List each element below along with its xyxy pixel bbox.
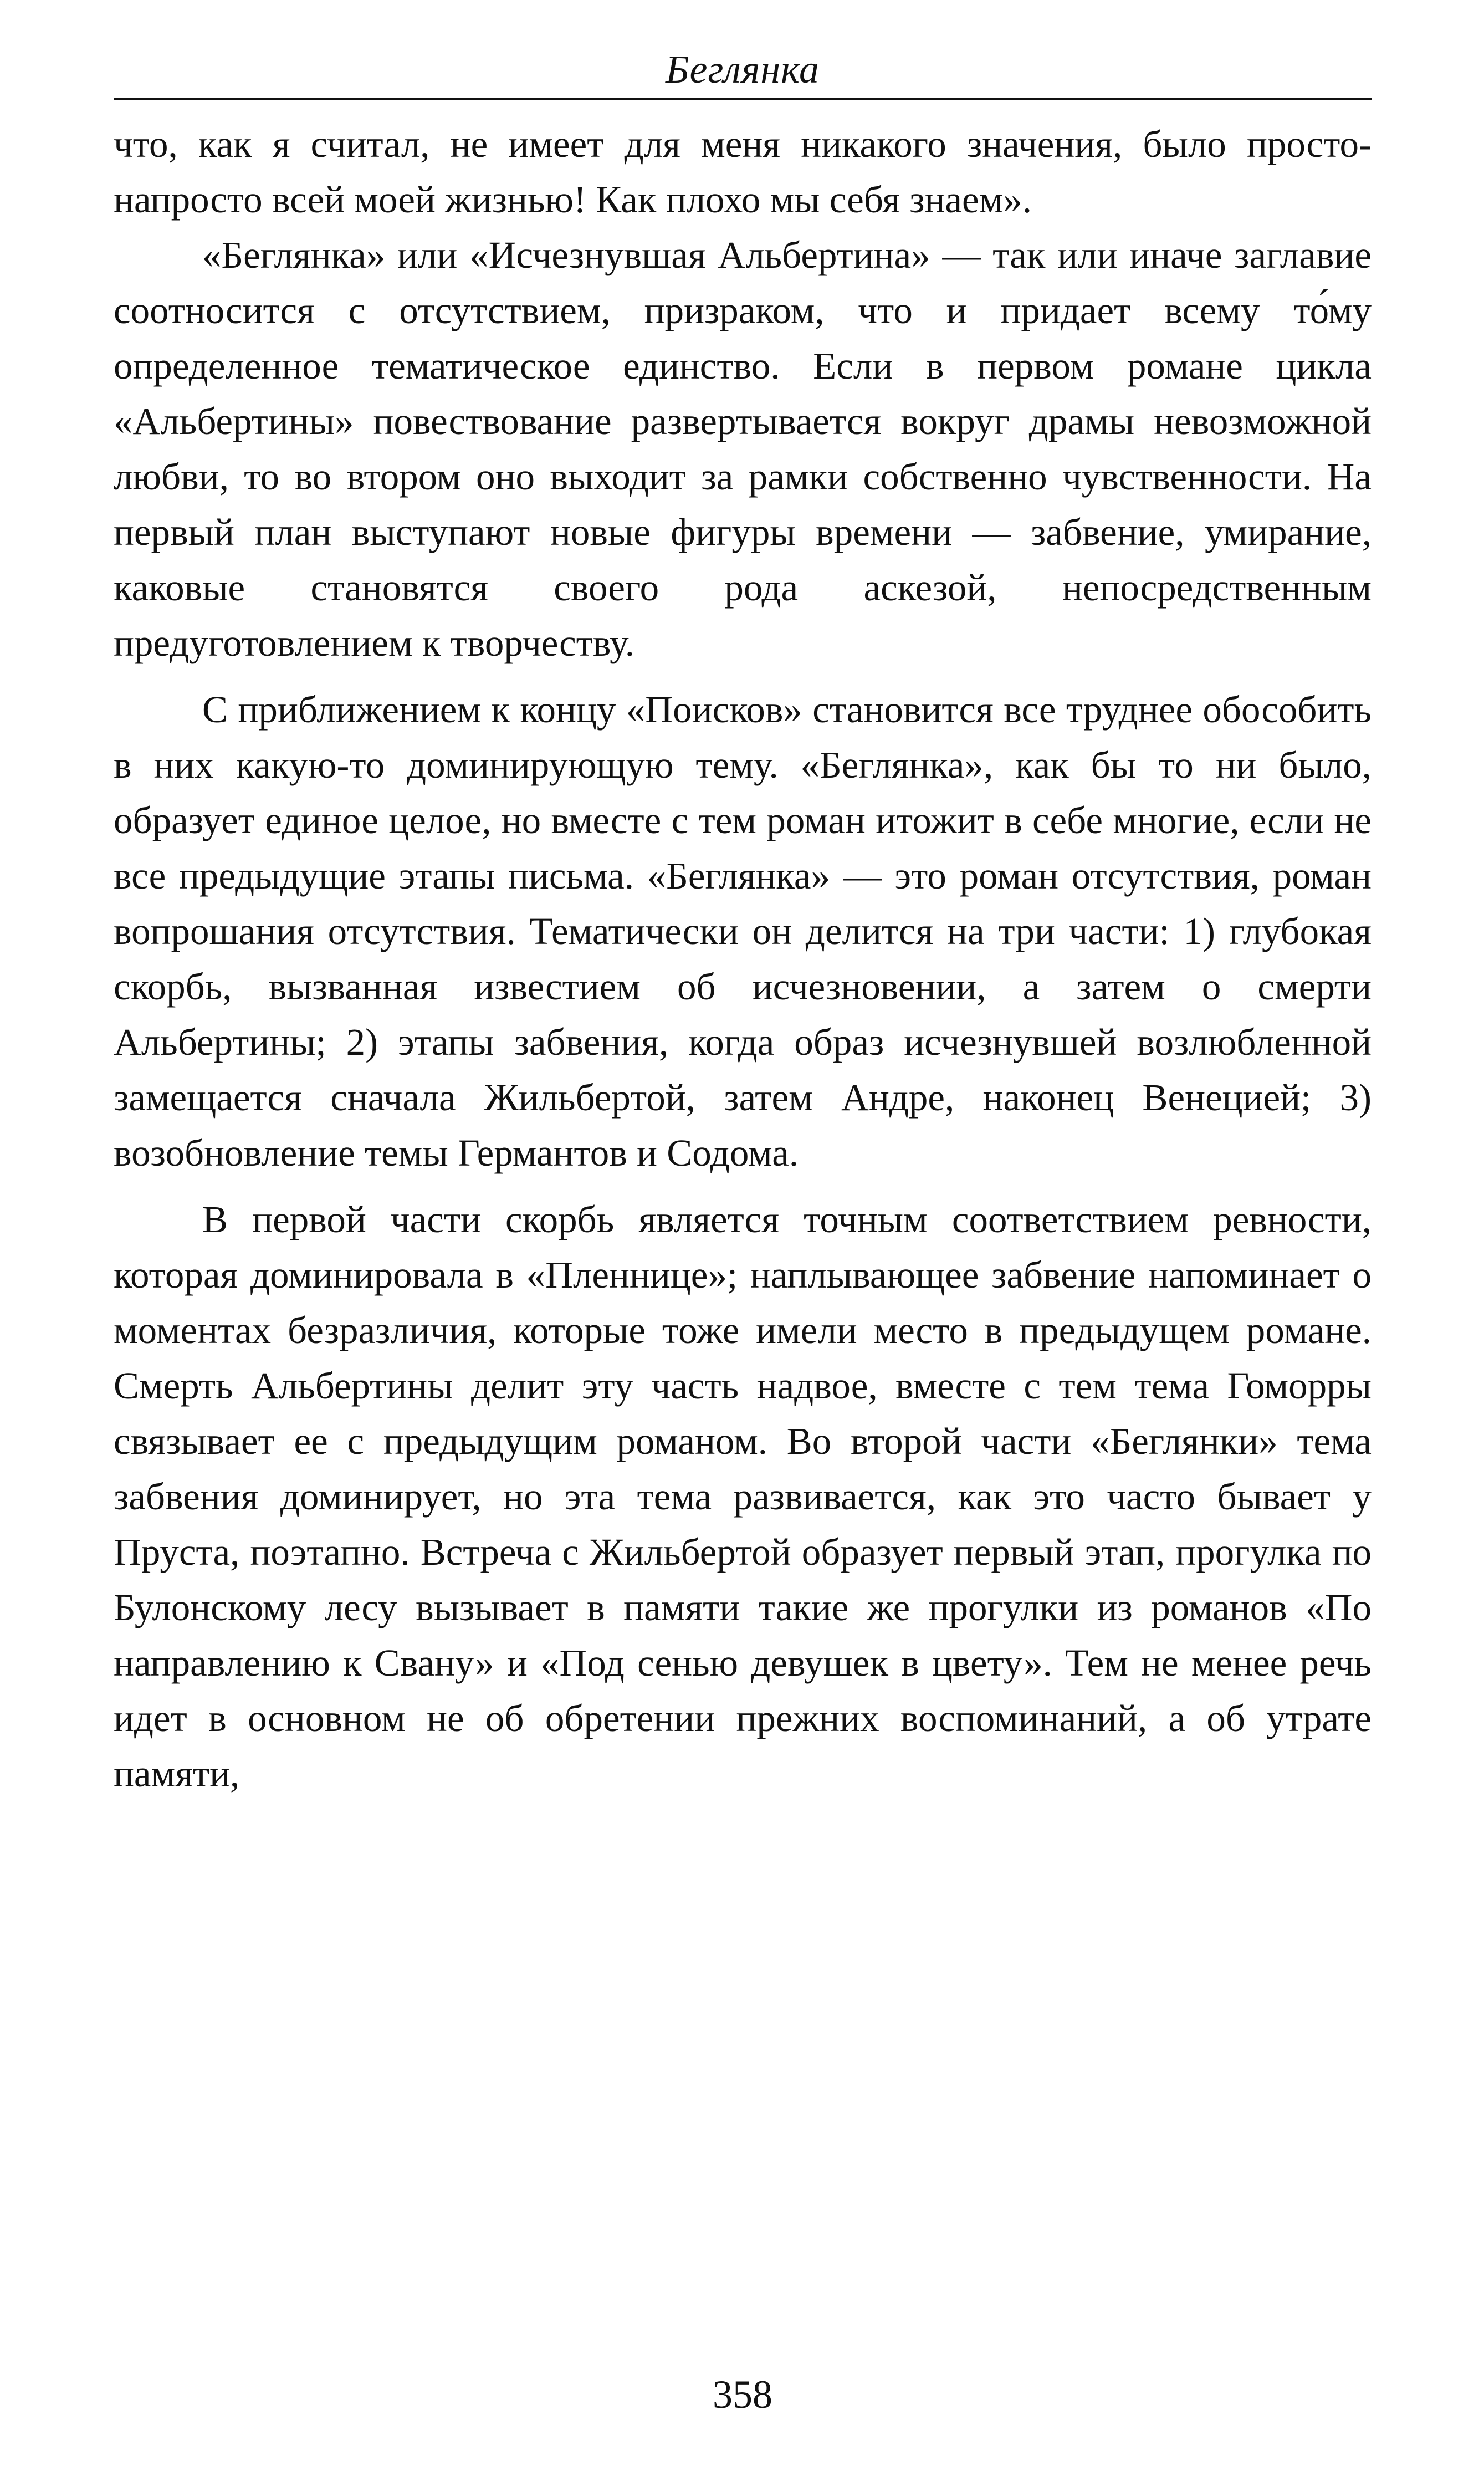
book-page <box>114 33 1372 2450</box>
paragraph-3: С приближением к концу «Поисков» становится все труднее обособить в них какую-то доминирующую тему. «Беглянка», как бы то ни было, образует единое целое, но вместе с тем роман итожит в себе многие, если не все предыдущие этапы письма. «Беглянка» — это роман отсутствия, роман вопрошания отсутствия. Тематически он делится на три части: 1) глубокая скорбь, вызванная известием об исчезновении, а затем о смерти Альбертины; 2) этапы забвения, когда образ исчезнувшей возлюбленной замещается сначала Жильбертой, затем Андре, наконец Венецией; 3) возобновление темы Германтов и Содома. <box>114 688 1372 1174</box>
text-body <box>114 116 1372 1801</box>
paragraph-4: В первой части скорбь является точным соответствием ревности, которая доминировала в «Пленнице»; наплывающее забвение напоминает о моментах безразличия, которые тоже имели место в предыдущем романе. Смерть Альбертины делит эту часть надвое, вместе с тем тема Гоморры связывает ее с предыдущим романом. Во второй части «Беглянки» тема забвения доминирует, но эта тема развивается, как это часто бывает у Пруста, поэтапно. Встреча с Жильбертой образует первый этап, прогулка по Булонскому лесу вызывает в памяти такие же прогулки из романов «По направлению к Свану» и «Под сенью девушек в цвету». Тем не менее речь идет в основном не об обретении прежних воспоминаний, а об утрате памяти, <box>114 1198 1372 1795</box>
paragraph-2: «Беглянка» или «Исчезнувшая Альбертина» — так или иначе заглавие соотносится с отсутствием, призраком, что и придает всему то́му определенное тематическое единство. Если в первом романе цикла «Альбертины» повествование развертывается вокруг драмы невозможной любви, то во втором оно выходит за рамки собственно чувственности. На первый план выступают новые фигуры времени — забвение, умирание, каковые становятся своего рода аскезой, непосредственным предуготовлением к творчеству. <box>114 234 1372 664</box>
paragraph-1: что, как я считал, не имеет для меня никакого значения, было просто-напросто всей моей жизнью! Как плохо мы себя знаем». <box>114 123 1372 221</box>
header-rule <box>114 98 1372 100</box>
page-number: 358 <box>713 2372 772 2417</box>
running-title: Беглянка <box>665 47 820 91</box>
